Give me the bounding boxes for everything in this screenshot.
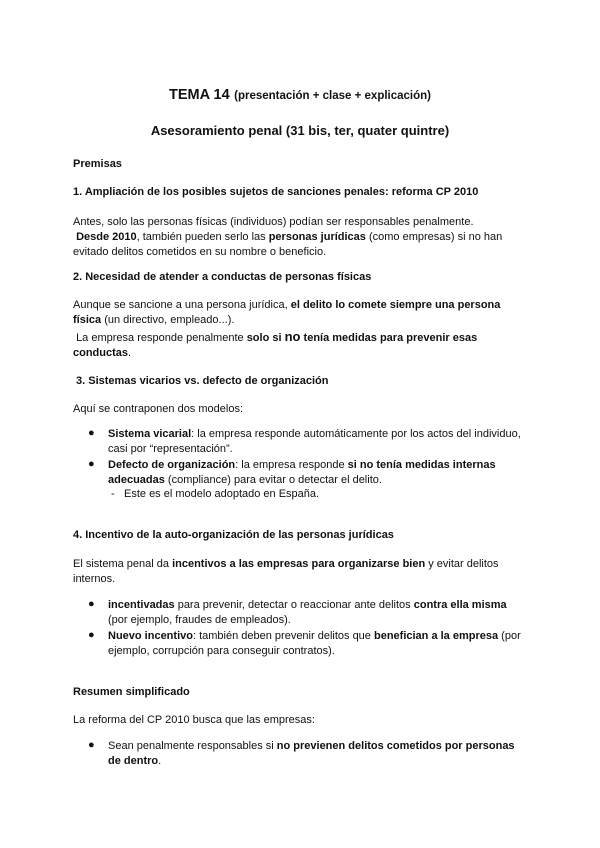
s5-b1b: no previenen delitos cometidos por personas [276, 740, 515, 752]
s4-b1a: incentivadas [108, 599, 175, 611]
section-1-heading: 1. Ampliación de los posibles sujetos de sanciones penales: reforma CP 2010 [73, 186, 479, 198]
s1-p2b: , también pueden serlo las [136, 231, 269, 243]
s3-b1b: : la empresa responde automáticamente por los actos del individuo, [191, 428, 521, 440]
s4-p1b: incentivos a las empresas para organizarse bien [172, 558, 426, 570]
s4-b1c: contra ella misma [413, 599, 507, 611]
s1-p2e: evitado delitos cometidos en su nombre o beneficio. [73, 246, 327, 258]
s4-b2b: : también deben prevenir delitos que [192, 630, 374, 642]
s2-p2e: conductas [73, 347, 129, 359]
s2-p2a: La empresa responde penalmente [76, 332, 247, 344]
summary-heading: Resumen simplificado [73, 686, 190, 698]
dash-icon: - [111, 488, 115, 500]
s4-b2e: ejemplo, corrupción para conseguir contratos). [108, 645, 335, 657]
s4-p1a: El sistema penal da [73, 558, 173, 570]
s2-p1a: Aunque se sancione a una persona jurídica, [73, 299, 291, 311]
s3-b2a: Defecto de organización [108, 459, 236, 471]
s4-p1c: y evitar delitos [425, 558, 499, 570]
s3-b2d: adecuadas [108, 474, 165, 486]
s3-b1a: Sistema vicarial [108, 428, 192, 440]
s1-p2d: (como empresas) si no han [365, 231, 503, 243]
s1-p2a: Desde 2010 [76, 231, 137, 243]
section-4-bullet-2 [108, 629, 548, 659]
section-4-heading: 4. Incentivo de la auto-organización de las personas jurídicas [73, 529, 394, 541]
s5-b1c: de dentro [108, 755, 159, 767]
page-subtitle: Asesoramiento penal (31 bis, ter, quater quintre) [150, 123, 450, 138]
s2-p2b: solo si [246, 332, 285, 344]
bullet-icon: ● [88, 629, 95, 641]
section-3-heading: 3. Sistemas vicarios vs. defecto de organización [76, 375, 329, 387]
s1-p1: Antes, solo las personas físicas (individuos) podían ser responsables penalmente. [73, 216, 474, 228]
s5-b1d: . [158, 755, 162, 767]
section-2-paragraph-2 [73, 329, 543, 361]
section-2-heading: 2. Necesidad de atender a conductas de personas físicas [73, 271, 372, 283]
section-3-dash-item: Este es el modelo adoptado en España. [124, 488, 320, 500]
s4-b2a: Nuevo incentivo [108, 630, 193, 642]
s4-b2c: benefician a la empresa [373, 630, 499, 642]
s2-p2c: no [284, 329, 301, 344]
s2-p1c: física [73, 314, 102, 326]
summary-bullet-1 [108, 739, 548, 769]
title-main: TEMA 14 [168, 87, 230, 103]
s5-b1a: Sean penalmente responsables si [108, 740, 277, 752]
s2-p2d: tenía medidas para prevenir esas [300, 332, 478, 344]
s3-b2c: si no tenía medidas internas [347, 459, 496, 471]
bullet-icon: ● [88, 458, 95, 470]
section-2-paragraph-1 [73, 298, 543, 328]
section-3-intro: Aquí se contraponen dos modelos: [73, 403, 244, 415]
s1-p2c: personas jurídicas [268, 231, 366, 243]
s4-b2d: (por [498, 630, 521, 642]
section-1-paragraph [73, 215, 543, 260]
page-title [0, 86, 600, 104]
s3-b2b: : la empresa responde [235, 459, 348, 471]
summary-intro: La reforma del CP 2010 busca que las empresas: [73, 714, 315, 726]
section-3-bullet-2 [108, 458, 548, 488]
section-4-paragraph [73, 557, 543, 587]
section-4-bullet-1 [108, 598, 548, 628]
s2-p1d: (un directivo, empleado...). [101, 314, 235, 326]
bullet-icon: ● [88, 739, 95, 751]
s4-b1d: (por ejemplo, fraudes de empleados). [108, 614, 291, 626]
premisas-heading: Premisas [73, 158, 122, 170]
s4-b1b: para prevenir, detectar o reaccionar ante delitos [174, 599, 414, 611]
bullet-icon: ● [88, 598, 95, 610]
bullet-icon: ● [88, 427, 95, 439]
s3-b1c: casi por “representación”. [108, 443, 233, 455]
s2-p2f: . [128, 347, 132, 359]
title-sub: (presentación + clase + explicación) [234, 90, 432, 102]
s2-p1b: el delito lo comete siempre una persona [290, 299, 501, 311]
s3-b2e: (compliance) para evitar o detectar el delito. [164, 474, 382, 486]
section-3-bullet-1 [108, 427, 548, 457]
s4-p1d: internos. [73, 573, 116, 585]
